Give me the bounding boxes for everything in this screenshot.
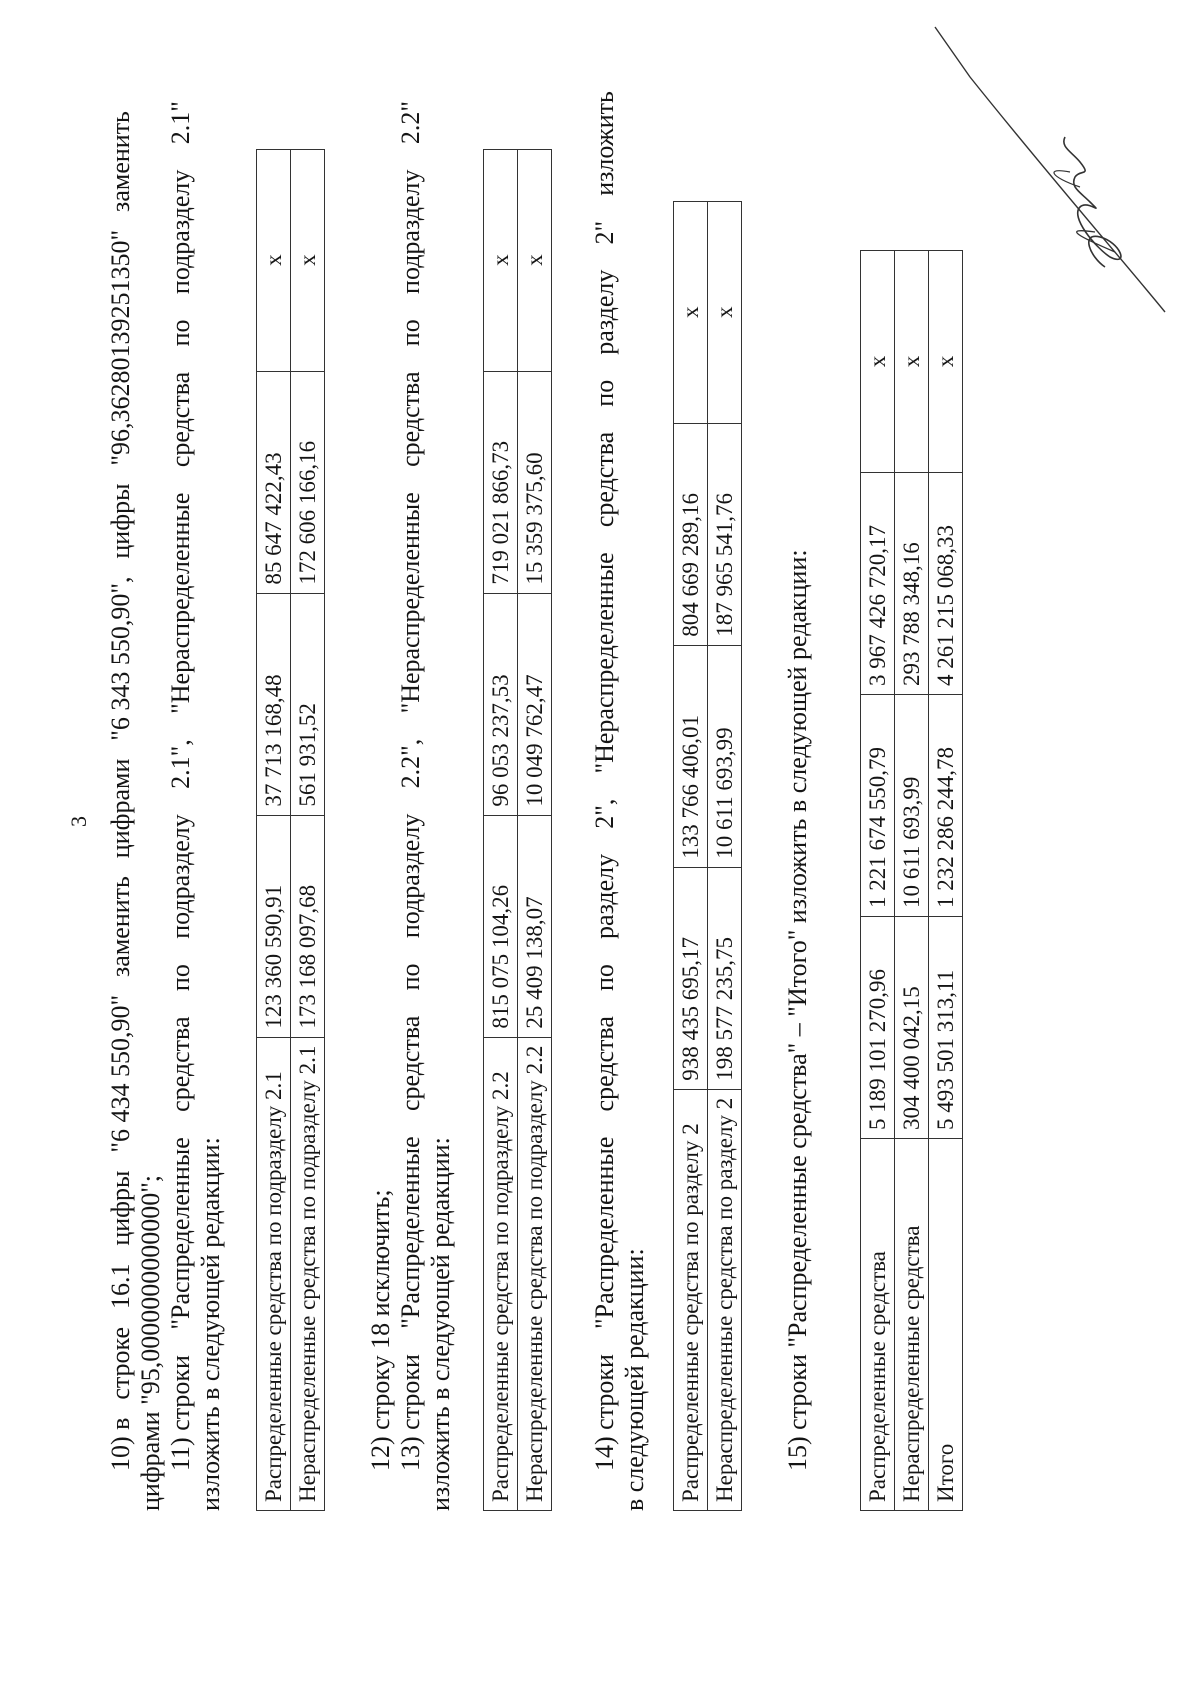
item-12: 12) строку 18 исключить; xyxy=(366,1189,395,1471)
item-14-line2: в следующей редакции: xyxy=(620,1248,649,1511)
item-14-line1: 14) строки "Распределенные средства по разделу 2", "Нераспределенные средства по разделу 2" изложить xyxy=(590,91,619,1471)
table-row: Распределенные средства по разделу 2 938 435 695,17 133 766 406,01 804 669 289,16 x xyxy=(674,201,708,1510)
table-row: Распределенные средства по подразделу 2.2 815 075 104,26 96 053 237,53 719 021 866,73 x xyxy=(484,149,518,1510)
table-row: Нераспределенные средства по подразделу 2.1 173 168 097,68 561 931,52 172 606 166,16 x xyxy=(291,149,325,1510)
table-4 xyxy=(860,250,963,1511)
item-11-line1: 11) строки "Распределенные средства по подразделу 2.1", "Нераспределенные средства по подразделу 2.1" xyxy=(166,101,195,1471)
page-number: 3 xyxy=(66,816,91,827)
item-11 xyxy=(166,101,226,1511)
table-row: Распределенные средства 5 189 101 270,96 1 221 674 550,79 3 967 426 720,17 x xyxy=(861,251,895,1511)
table-3 xyxy=(673,201,742,1511)
table-row: Нераспределенные средства по подразделу 2.2 25 409 138,07 10 049 762,47 15 359 375,60 x xyxy=(518,149,552,1510)
item-14 xyxy=(590,91,650,1511)
table-1 xyxy=(256,149,325,1511)
item-11-line2: изложить в следующей редакции: xyxy=(196,1137,225,1511)
signature xyxy=(930,7,1190,327)
item-13 xyxy=(396,101,456,1511)
table-row: Нераспределенные средства 304 400 042,15 10 611 693,99 293 788 348,16 x xyxy=(895,251,929,1511)
table-row: Итого 5 493 501 313,11 1 232 286 244,78 4 261 215 068,33 x xyxy=(929,251,963,1511)
item-10 xyxy=(106,111,166,1511)
item-13-line1: 13) строки "Распределенные средства по подразделу 2.2", "Нераспределенные средства по подразделу 2.2" xyxy=(396,101,425,1471)
item-13-line2: изложить в следующей редакции: xyxy=(426,1137,455,1511)
item-10-line1: 10) в строке 16.1 цифры "6 434 550,90" заменить цифрами "6 343 550,90", цифры "96,36280139251350" заменить xyxy=(106,111,135,1471)
item-15: 15) строки "Распределенные средства" – "Итого" изложить в следующей редакции: xyxy=(783,549,812,1471)
table-2 xyxy=(483,149,552,1511)
item-10-line2: цифрами "95,0000000000000"; xyxy=(136,1174,165,1511)
table-row: Нераспределенные средства по разделу 2 198 577 235,75 10 611 693,99 187 965 541,76 x xyxy=(708,201,742,1510)
table-row: Распределенные средства по подразделу 2.1 123 360 590,91 37 713 168,48 85 647 422,43 x xyxy=(257,149,291,1510)
